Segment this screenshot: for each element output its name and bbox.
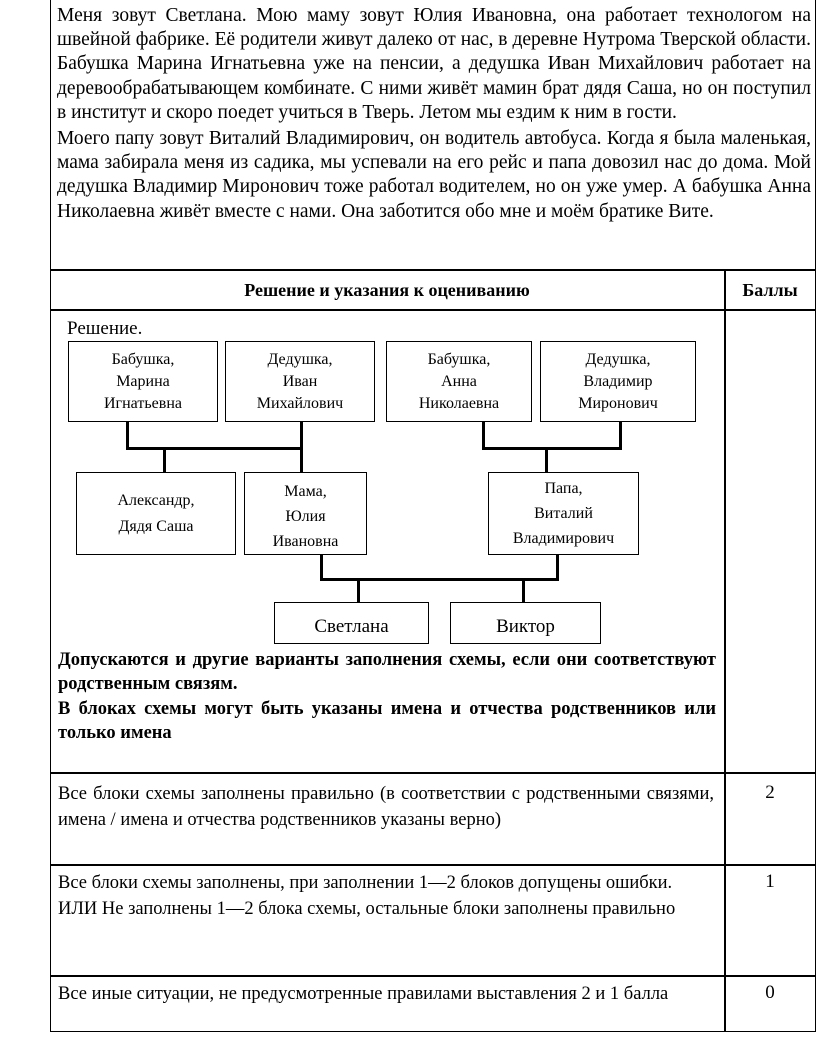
column-divider <box>724 270 726 1032</box>
tree-connector <box>126 422 129 449</box>
tree-connector <box>320 555 323 580</box>
note-names: В блоках схемы могут быть указаны имена и отчества родственников или только имена <box>58 699 716 743</box>
tree-connector <box>300 422 303 449</box>
header-points: Баллы <box>742 280 798 300</box>
tree-box-text: Папа, Виталий Владимирович <box>512 480 615 547</box>
tree-connector <box>357 578 360 602</box>
tree-box-mom <box>244 472 367 555</box>
criterion-1-text-b: ИЛИ Не заполнены 1—2 блока схемы, остальные блоки заполнены правильно <box>58 899 676 919</box>
criterion-1-points: 1 <box>765 871 775 892</box>
criterion-2-text: Все блоки схемы заполнены правильно (в соответствии с родственными связями, имена / имена и отчества родственников указаны верно) <box>58 784 714 830</box>
tree-connector <box>126 447 303 450</box>
tree-box-text: Александр, Дядя Саша <box>117 491 195 535</box>
row-divider <box>50 772 816 774</box>
tree-connector <box>522 578 525 602</box>
story-paragraph-2: Моего папу зовут Виталий Владимирович, он водитель автобуса. Когда я была маленькая, мама забирала меня из садика, мы успевали на его рейс и папа довозил нас до дома. Мой дедушка Владимир Миронович тоже работал водителем, но он уже умер. А бабушка Анна Николаевна живёт вместе с нами. Она заботится обо мне и моём братике Вите. <box>57 128 811 222</box>
tree-connector <box>482 422 485 449</box>
story-text <box>57 4 811 224</box>
tree-connector <box>482 447 622 450</box>
tree-box-text: Дедушка, Иван Михайлович <box>256 350 344 412</box>
row-divider <box>50 975 816 977</box>
tree-box-svetlana <box>274 602 429 644</box>
tree-box-grandma-paternal <box>386 341 532 422</box>
row-divider <box>50 864 816 866</box>
criterion-2-points: 2 <box>765 782 775 803</box>
tree-box-grandma-maternal <box>68 341 218 422</box>
tree-connector <box>619 422 622 449</box>
criterion-0-points: 0 <box>765 982 775 1003</box>
criterion-0-text: Все иные ситуации, не предусмотренные правилами выставления 2 и 1 балла <box>58 984 669 1004</box>
tree-connector <box>556 555 559 580</box>
header-solution: Решение и указания к оцениванию <box>244 280 530 300</box>
story-paragraph-1: Меня зовут Светлана. Мою маму зовут Юлия Ивановна, она работает технологом на швейной фабрике. Её родители живут далеко от нас, в деревне Нутрома Тверской области. Бабушка Марина Игнатьевна уже на пенсии, а дедушка Иван Михайлович работает на деревообрабатывающем комбинате. С ними живёт мамин брат дядя Саша, но он поступил в институт и скоро поедет учиться в Тверь. Летом мы ездим к ним в гости. <box>57 5 811 123</box>
criterion-1-text <box>58 870 714 922</box>
tree-connector <box>545 447 548 472</box>
tree-box-dad <box>488 472 639 555</box>
solution-label: Решение. <box>67 318 143 339</box>
criterion-1-text-a: Все блоки схемы заполнены, при заполнении 1—2 блоков допущены ошибки. <box>58 873 673 893</box>
tree-box-viktor <box>450 602 601 644</box>
tree-box-text: Виктор <box>496 616 555 637</box>
tree-box-text: Бабушка, Анна Николаевна <box>418 350 500 412</box>
tree-box-text: Дедушка, Владимир Миронович <box>578 350 658 412</box>
tree-connector <box>300 447 303 472</box>
tree-box-text: Бабушка, Марина Игнатьевна <box>104 350 182 412</box>
tree-box-grandpa-paternal <box>540 341 696 422</box>
tree-box-uncle <box>76 472 236 555</box>
row-divider <box>50 309 816 311</box>
tree-box-text: Мама, Юлия Ивановна <box>272 483 339 550</box>
note-variants: Допускаются и другие варианты заполнения схемы, если они соответствуют родственным связям. <box>58 650 716 694</box>
tree-connector <box>163 447 166 472</box>
tree-box-grandpa-maternal <box>225 341 375 422</box>
tree-box-text: Светлана <box>314 616 389 637</box>
